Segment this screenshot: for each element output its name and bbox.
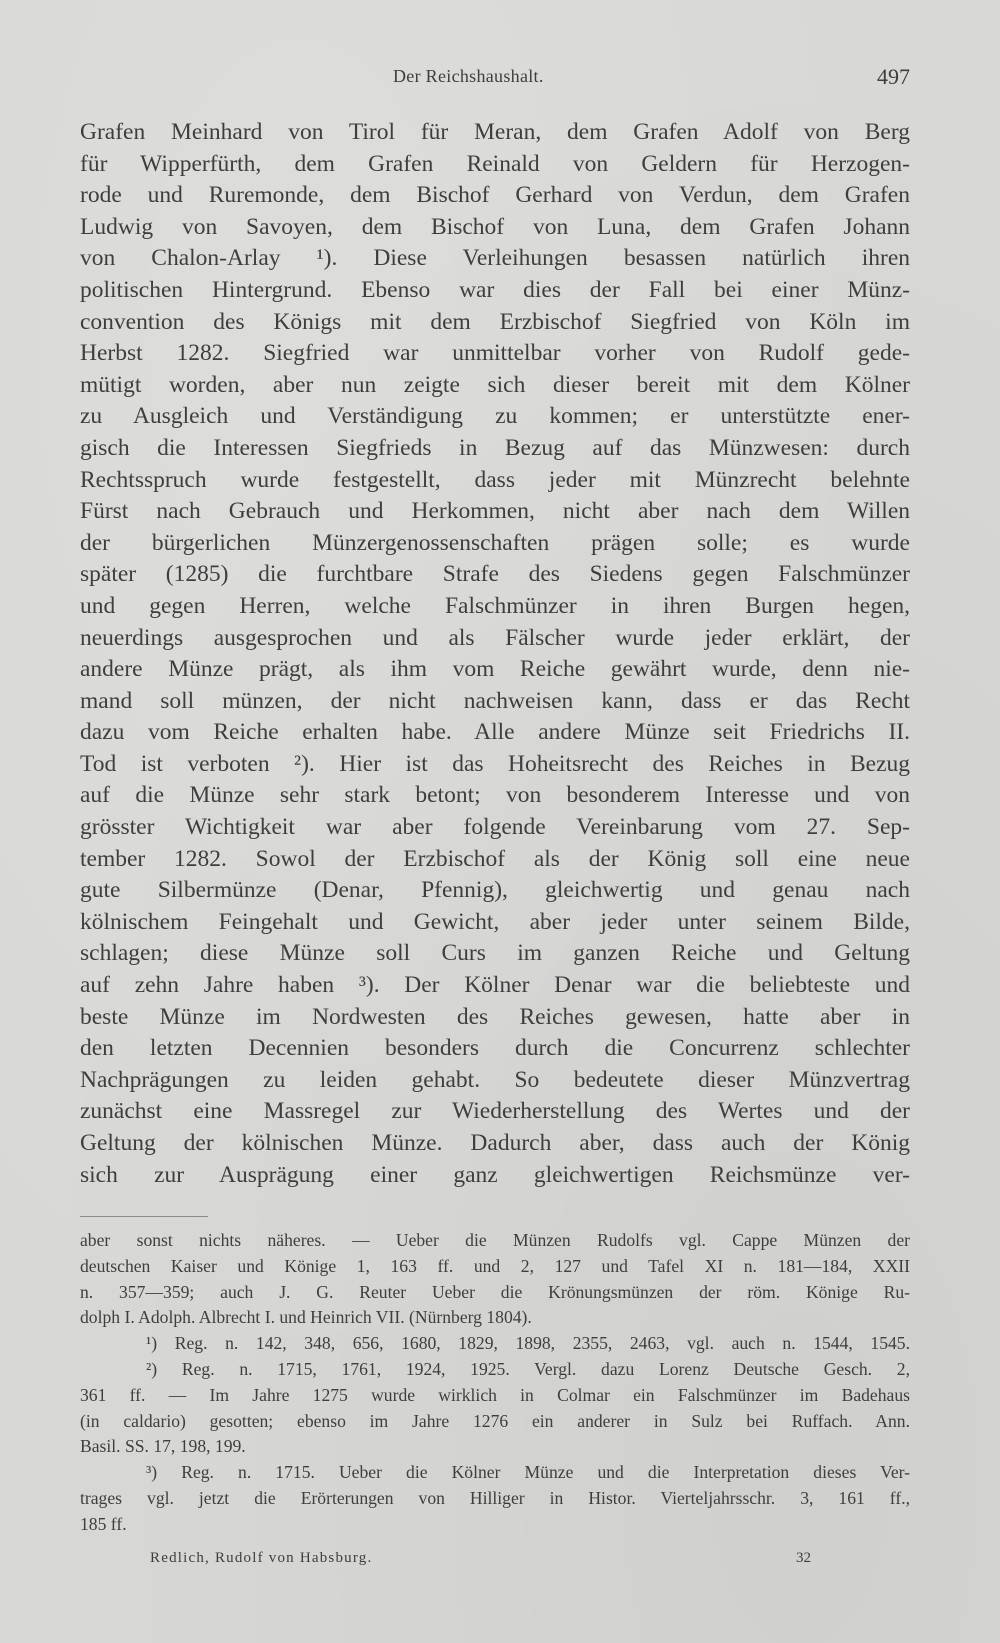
footnote-line: dolph I. Adolph. Albrecht I. und Heinrich VII. (Nürnberg 1804).: [80, 1307, 532, 1328]
text-line: Geltung der kölnischen Münze. Dadurch aber, dass auch der König: [80, 1130, 910, 1156]
text-line: auf die Münze sehr stark betont; von besonderem Interesse und von: [80, 782, 910, 809]
page-footer: [80, 1550, 910, 1574]
text-line: zunächst eine Massregel zur Wiederherstellung des Wertes und der: [80, 1098, 910, 1125]
footnote-line: deutschen Kaiser und Könige 1, 163 ff. und 2, 127 und Tafel XI n. 181—184, XXII: [80, 1255, 910, 1276]
text-line: neuerdings ausgesprochen und als Fälscher wurde jeder erklärt, der: [80, 624, 910, 651]
text-line: tember 1282. Sowol der Erzbischof als der König soll eine neue: [80, 845, 910, 872]
footnote-line: n. 357—359; auch J. G. Reuter Ueber die Krönungsmünzen der röm. Könige Ru-: [80, 1281, 910, 1302]
text-line: gute Silbermünze (Denar, Pfennig), gleichwertig und genau nach: [80, 877, 910, 904]
text-line: Nachprägungen zu leiden gehabt. So bedeutete dieser Münzvertrag: [80, 1066, 910, 1093]
text-line: zu Ausgleich und Verständigung zu kommen; er unterstützte ener-: [80, 403, 910, 430]
text-line: auf zehn Jahre haben ³). Der Kölner Denar war die beliebteste und: [80, 972, 910, 999]
text-line: Herbst 1282. Siegfried war unmittelbar vorher von Rudolf gede-: [80, 340, 910, 367]
footnotes: [80, 1228, 910, 1538]
page-number: 497: [877, 64, 910, 89]
text-line: gisch die Interessen Siegfrieds in Bezug auf das Münzwesen: durch: [80, 434, 910, 461]
footnote-line: (in caldario) gesotten; ebenso im Jahre 1276 ein anderer in Sulz bei Ruffach. Ann.: [80, 1410, 910, 1431]
text-line: Tod ist verboten ²). Hier ist das Hoheitsrecht des Reiches in Bezug: [80, 750, 910, 777]
footnote-line: ²) Reg. n. 1715, 1761, 1924, 1925. Vergl. dazu Lorenz Deutsche Gesch. 2,: [146, 1358, 910, 1379]
footnote-line: ³) Reg. n. 1715. Ueber die Kölner Münze und die Interpretation dieses Ver-: [146, 1462, 910, 1483]
text-line: mütigt worden, aber nun zeigte sich dieser bereit mit dem Kölner: [80, 371, 910, 398]
footnote-line: ¹) Reg. n. 142, 348, 656, 1680, 1829, 1898, 2355, 2463, vgl. auch n. 1544, 1545.: [146, 1333, 910, 1354]
running-head: Der Reichshaushalt.: [393, 66, 544, 86]
page-header: [80, 62, 910, 92]
text-line: Fürst nach Gebrauch und Herkommen, nicht aber nach dem Willen: [80, 498, 910, 525]
footnote-separator: [80, 1216, 208, 1217]
text-line: politischen Hintergrund. Ebenso war dies der Fall bei einer Münz-: [80, 276, 910, 303]
text-line: später (1285) die furchtbare Strafe des Siedens gegen Falschmünzer: [80, 561, 910, 588]
text-line: und gegen Herren, welche Falschmünzer in ihren Burgen hegen,: [80, 592, 910, 619]
footnote-line: Basil. SS. 17, 198, 199.: [80, 1436, 246, 1457]
text-line: mand soll münzen, der nicht nachweisen kann, dass er das Recht: [80, 687, 910, 714]
text-line: Rechtsspruch wurde festgestellt, dass jeder mit Münzrecht belehnte: [80, 466, 910, 493]
text-line: schlagen; diese Münze soll Curs im ganzen Reiche und Geltung: [80, 940, 910, 967]
text-line: grösster Wichtigkeit war aber folgende Vereinbarung vom 27. Sep-: [80, 814, 910, 841]
text-line: Ludwig von Savoyen, dem Bischof von Luna, dem Grafen Johann: [80, 213, 910, 240]
text-line: der bürgerlichen Münzergenossenschaften prägen solle; es wurde: [80, 529, 910, 556]
footnote-line: trages vgl. jetzt die Erörterungen von Hilliger in Histor. Vierteljahrsschr. 3, 161 ff.,: [80, 1487, 910, 1508]
text-line: beste Münze im Nordwesten des Reiches gewesen, hatte aber in: [80, 1003, 910, 1030]
text-line: andere Münze prägt, als ihm vom Reiche gewährt wurde, denn nie-: [80, 656, 910, 683]
text-line: dazu vom Reiche erhalten habe. Alle andere Münze seit Friedrichs II.: [80, 719, 910, 746]
text-line: convention des Königs mit dem Erzbischof Siegfried von Köln im: [80, 308, 910, 335]
text-line: den letzten Decennien besonders durch die Concurrenz schlechter: [80, 1035, 910, 1062]
text-line: rode und Ruremonde, dem Bischof Gerhard von Verdun, dem Grafen: [80, 182, 910, 209]
text-line: sich zur Ausprägung einer ganz gleichwertigen Reichsmünze ver-: [80, 1161, 910, 1188]
footnote-line: 185 ff.: [80, 1513, 127, 1534]
text-line: Grafen Meinhard von Tirol für Meran, dem Grafen Adolf von Berg: [80, 119, 910, 145]
footnote-line: aber sonst nichts näheres. — Ueber die Münzen Rudolfs vgl. Cappe Münzen der: [80, 1230, 910, 1250]
footnote-line: 361 ff. — Im Jahre 1275 wurde wirklich in Colmar ein Falschmünzer im Badehaus: [80, 1384, 910, 1405]
sheet-number: 32: [796, 1550, 811, 1566]
text-line: von Chalon-Arlay ¹). Diese Verleihungen besassen natürlich ihren: [80, 245, 910, 272]
main-text: [80, 117, 910, 1191]
printer-signature: Redlich, Rudolf von Habsburg.: [150, 1550, 373, 1566]
text-line: kölnischem Feingehalt und Gewicht, aber jeder unter seinem Bilde,: [80, 908, 910, 935]
text-line: für Wipperfürth, dem Grafen Reinald von Geldern für Herzogen-: [80, 150, 910, 177]
